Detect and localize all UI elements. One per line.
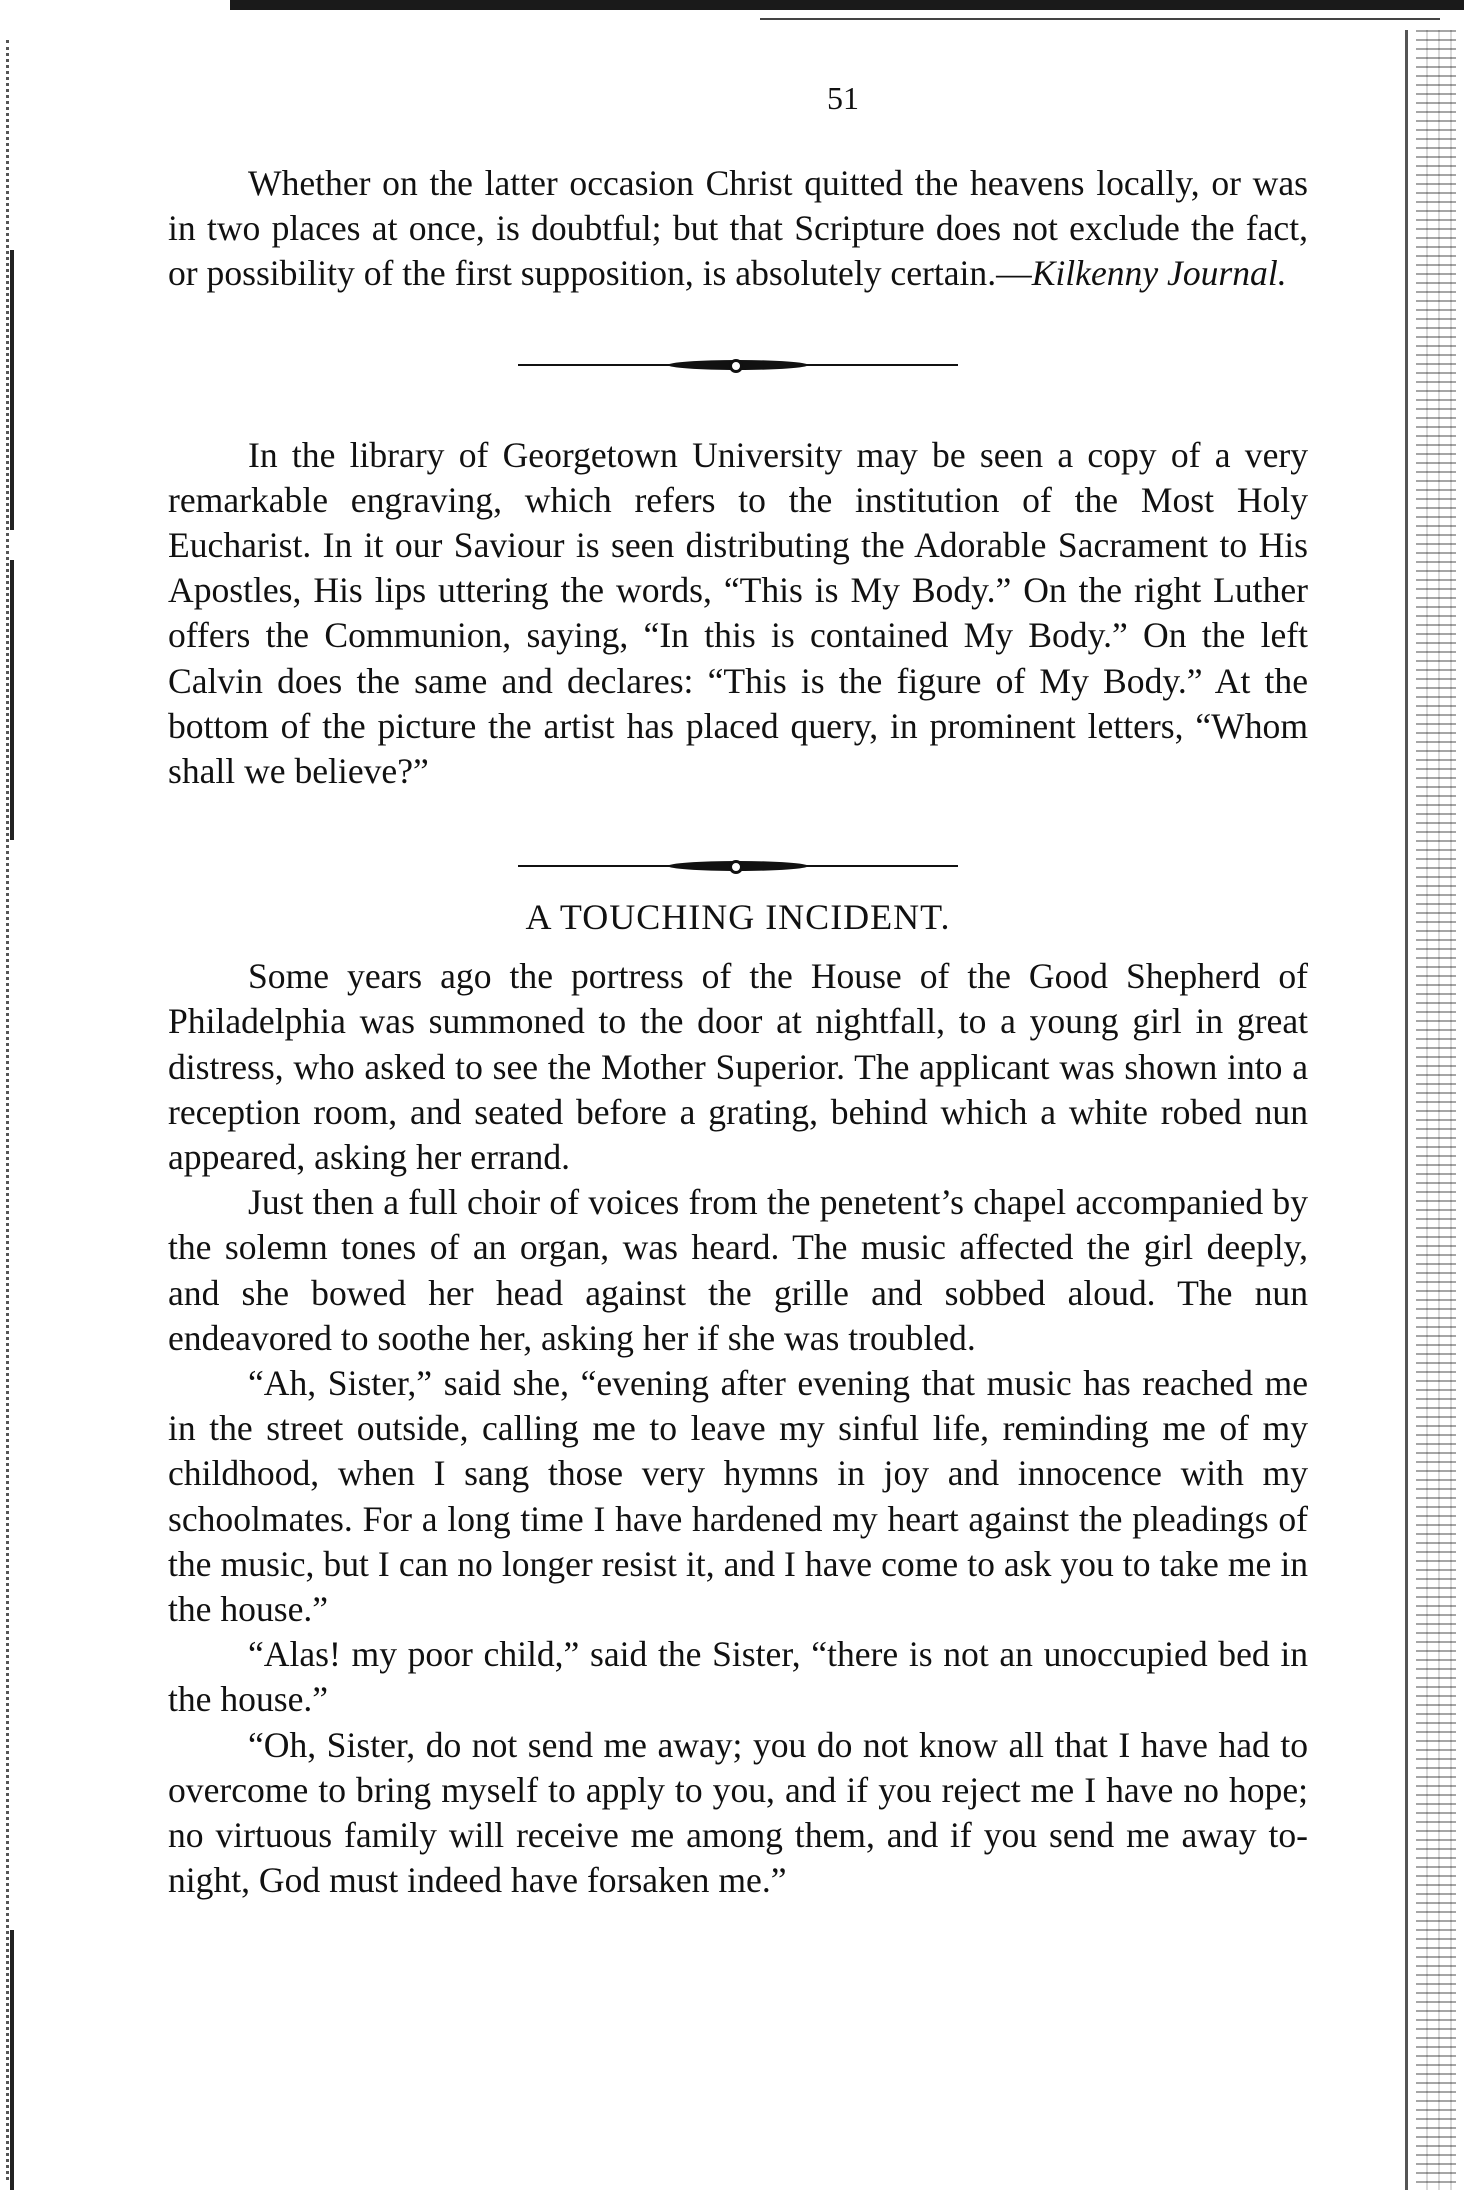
article-paragraph: “Oh, Sister, do not send me away; you do not know all that I have had to overcome to bring myself to apply to you, and if you reject me I have no hope; no virtuous family will receive me among them, and if you send me away to-night, God must indeed have forsaken me.” xyxy=(168,1724,1308,1901)
article-paragraph xyxy=(168,161,1308,297)
page-content xyxy=(168,80,1308,1904)
article-paragraph: “Alas! my poor child,” said the Sister, “there is not an unoccupied bed in the house.” xyxy=(168,1634,1308,1720)
right-page-edge xyxy=(1416,30,1456,2190)
article-paragraph: In the library of Georgetown University may be seen a copy of a very remarkable engraving, which refers to the institution of the Most Holy Eucharist. In it our Saviour is seen distributing the Adorable Sacrament to His Apostles, His lips uttering the words, “This is My Body.” On the right Luther offers the Communion, saying, “In this is contained My Body.” On the left Calvin does the same and declares: “This is the figure of My Body.” At the bottom of the picture the artist has placed query, in prominent letters, “Whom shall we believe?” xyxy=(168,434,1308,792)
right-margin-rule xyxy=(1405,30,1408,2190)
left-margin-bracket xyxy=(10,1930,28,2190)
article-text: Whether on the latter occasion Christ quitted the heavens locally, or was in two places at once, is doubtful; but that Scripture does not exclude the fact, or possibility of the first supposition, is absolutely certain.— xyxy=(168,163,1308,294)
article-paragraph: Just then a full choir of voices from the penetent’s chapel accompanied by the solemn tones of an organ, was heard. The music affected the girl deeply, and she bowed her head against the grille and sobbed aloud. The nun endeavored to soothe her, asking her if she was troubled. xyxy=(168,1182,1308,1358)
source-citation: Kilkenny Journal. xyxy=(1031,253,1287,294)
left-margin-bracket xyxy=(10,250,28,530)
article-paragraph: Some years ago the portress of the House of the Good Shepherd of Philadelphia was summoned to the door at nightfall, to a young girl in great distress, who asked to see the Mother Superior. The applicant was shown into a reception room, and seated before a grating, behind which a white robed nun appeared, asking her errand. xyxy=(168,956,1308,1178)
top-border-thin-rule xyxy=(760,18,1440,20)
section-divider xyxy=(518,858,958,874)
page-number: 51 xyxy=(827,80,859,116)
section-divider xyxy=(518,357,958,373)
top-border-rule xyxy=(230,0,1464,10)
left-margin-bracket xyxy=(10,560,28,840)
article-paragraph: “Ah, Sister,” said she, “evening after evening that music has reached me in the street outside, calling me to leave my sinful life, reminding me of my childhood, when I sang those very hymns in joy and innocence with my schoolmates. For a long time I have hardened my heart against the pleadings of the music, but I can no longer resist it, and I have come to ask you to take me in the house.” xyxy=(168,1363,1308,1630)
article-title: A TOUCHING INCIDENT. xyxy=(525,897,951,938)
